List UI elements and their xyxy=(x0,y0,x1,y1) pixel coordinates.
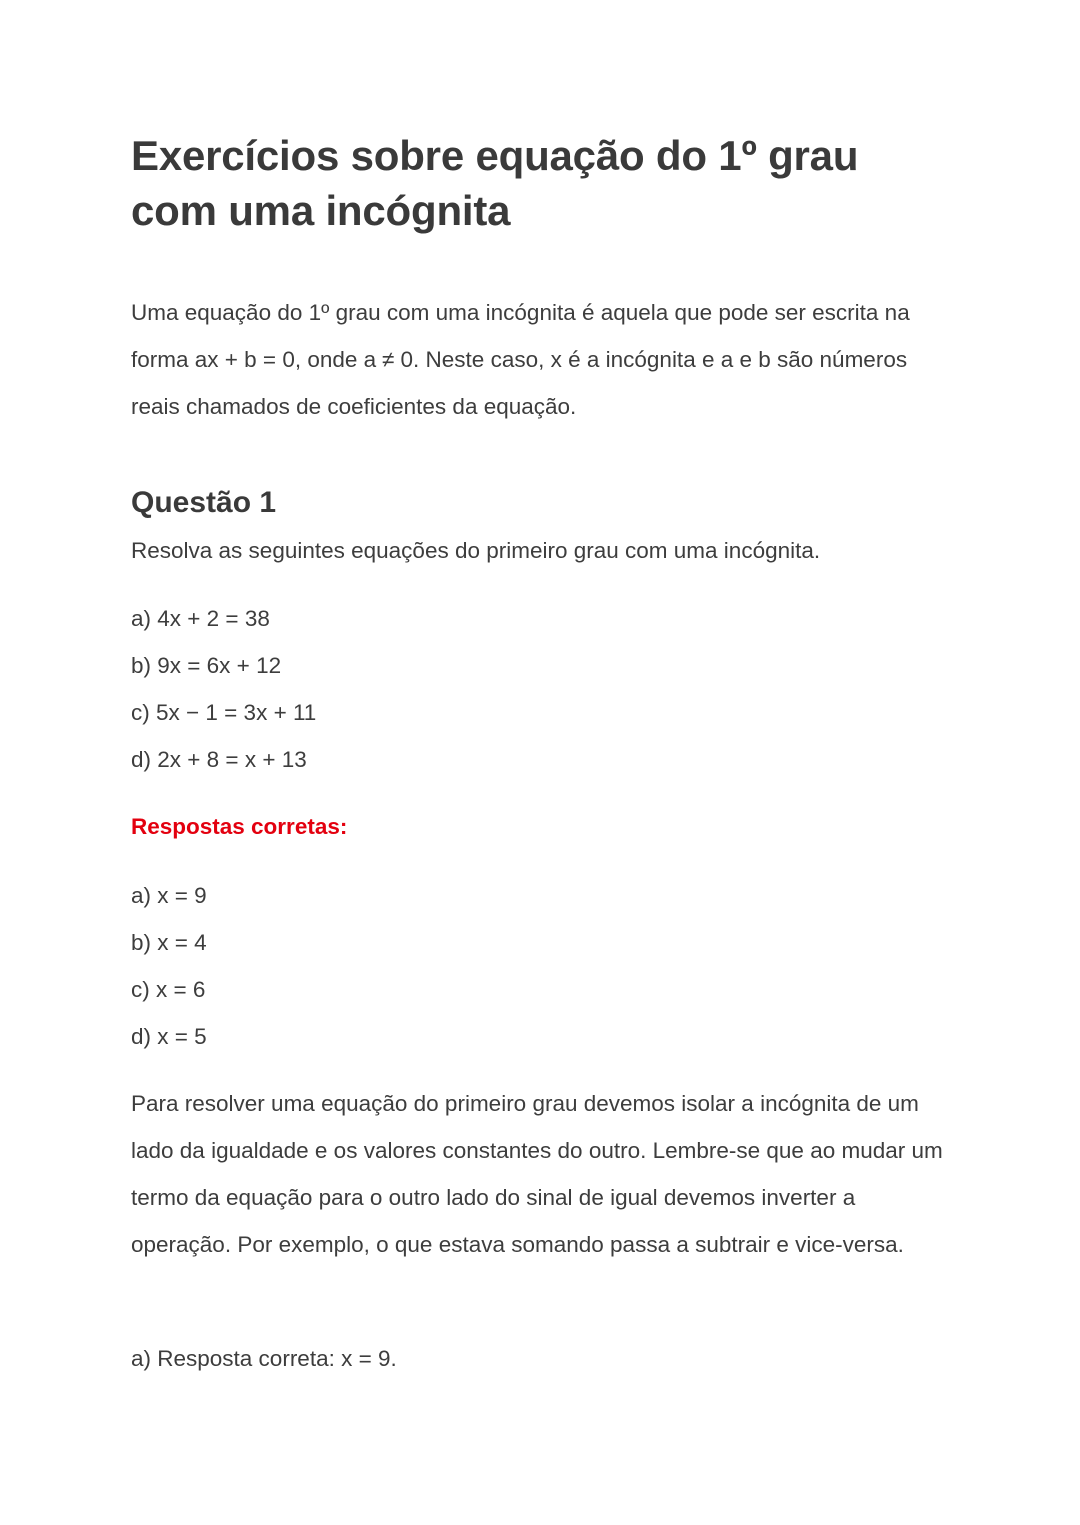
question-prompt: Resolva as seguintes equações do primeiro grau com uma incógnita. xyxy=(131,538,821,563)
question-heading: Questão 1 xyxy=(131,486,277,519)
answer-item: a) x = 9 xyxy=(131,883,207,908)
answers-list xyxy=(131,872,207,1060)
equation-item: b) 9x = 6x + 12 xyxy=(131,653,282,678)
intro-text-part1: Uma equação do 1º grau com uma incógnita é aquela que pode ser escrita na forma ax + b = 0, onde a xyxy=(131,300,910,372)
answer-item: b) x = 4 xyxy=(131,930,207,955)
answer-item: d) x = 5 xyxy=(131,1024,207,1049)
answers-heading: Respostas corretas: xyxy=(131,814,348,839)
explanation-paragraph: Para resolver uma equação do primeiro grau devemos isolar a incógnita de um lado da igualdade e os valores constantes do outro. Lembre-se que ao mudar um termo da equação para o outro lado do sinal de igual devemos inverter a operação. Por exemplo, o que estava somando passa a subtrair e vice-versa. xyxy=(131,1091,943,1257)
intro-paragraph xyxy=(131,289,961,430)
equation-item: a) 4x + 2 = 38 xyxy=(131,606,270,631)
equation-item: c) 5x − 1 = 3x + 11 xyxy=(131,700,317,725)
equation-item: d) 2x + 8 = x + 13 xyxy=(131,747,307,772)
not-equal-symbol: ≠ xyxy=(382,347,395,372)
page-title: Exercícios sobre equação do 1º grau com uma incógnita xyxy=(131,132,859,234)
intro-text-part2: 0. Neste caso, x é a incógnita e a e b são números reais chamados de coeficientes da equação. xyxy=(131,347,908,419)
equations-list xyxy=(131,595,316,783)
answer-a-detail: a) Resposta correta: x = 9. xyxy=(131,1346,397,1371)
answer-item: c) x = 6 xyxy=(131,977,206,1002)
